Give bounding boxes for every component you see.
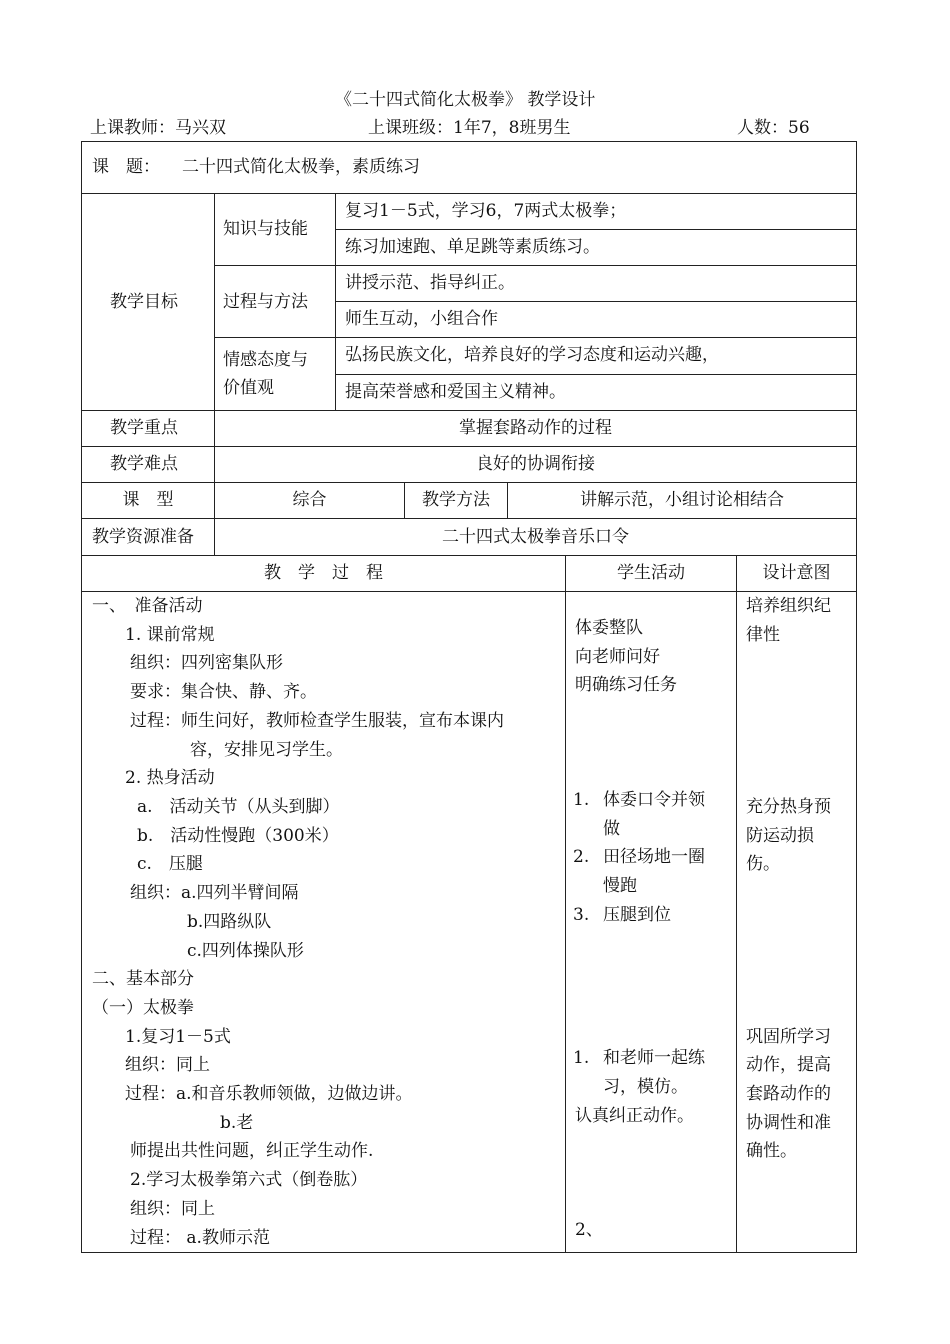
- intent-line: 伤。: [746, 854, 780, 874]
- student-line: 1.: [573, 790, 590, 810]
- process-line: 过程： a.教师示范: [130, 1228, 270, 1248]
- student-line: 体委口令并领: [603, 790, 705, 810]
- objectives-label: 教学目标: [110, 292, 178, 312]
- objective-knowledge-line-1: 复习1－5式，学习6，7两式太极拳；: [345, 201, 627, 221]
- process-line: 1.复习1－5式: [125, 1027, 231, 1047]
- process-line: 二、基本部分: [92, 969, 194, 989]
- process-line: 师提出共性问题，纠正学生动作.: [130, 1141, 374, 1161]
- objective-process-label: 过程与方法: [223, 292, 308, 312]
- objective-knowledge-line-2: 练习加速跑、单足跳等素质练习。: [345, 237, 600, 257]
- student-line: 慢跑: [603, 876, 637, 896]
- resources-value: 二十四式太极拳音乐口令: [442, 527, 629, 547]
- student-line: 和老师一起练: [603, 1048, 705, 1068]
- key-point-value: 掌握套路动作的过程: [459, 418, 612, 438]
- student-activity-header: 学生活动: [617, 563, 685, 583]
- objective-process-line-2: 师生互动，小组合作: [345, 309, 498, 329]
- document-title: 《二十四式简化太极拳》 教学设计: [335, 90, 596, 110]
- process-line: b. 活动性慢跑（300米）: [137, 826, 339, 846]
- process-line: 1. 课前常规: [125, 625, 215, 645]
- student-line: 3.: [573, 905, 590, 925]
- process-line: b.四路纵队: [187, 912, 272, 932]
- process-line: c. 压腿: [137, 854, 203, 874]
- process-line: 一、 准备活动: [92, 596, 203, 616]
- method-label: 教学方法: [422, 490, 490, 510]
- lesson-type-value: 综合: [292, 490, 327, 510]
- objective-attitude-line-2: 提高荣誉感和爱国主义精神。: [345, 382, 566, 402]
- resources-label: 教学资源准备: [92, 527, 194, 547]
- intent-line: 套路动作的: [746, 1084, 831, 1104]
- objective-attitude-label-2: 价值观: [223, 378, 274, 398]
- objective-knowledge-label: 知识与技能: [223, 219, 308, 239]
- process-line: 要求：集合快、静、齐。: [130, 682, 317, 702]
- difficulty-value: 良好的协调衔接: [476, 454, 595, 474]
- teacher-label: 上课教师：马兴双: [90, 118, 226, 138]
- intent-line: 培养组织纪: [746, 596, 831, 616]
- process-line: 过程：a.和音乐教师领做，边做边讲。: [125, 1084, 413, 1104]
- key-point-label: 教学重点: [110, 418, 178, 438]
- process-line: a. 活动关节（从头到脚）: [137, 797, 340, 817]
- student-line: 向老师问好: [575, 647, 660, 667]
- lesson-type-label: 课 型: [122, 490, 174, 510]
- student-line: 明确练习任务: [575, 675, 677, 695]
- design-intent-header: 设计意图: [762, 563, 831, 583]
- process-line: b.老: [220, 1113, 254, 1133]
- intent-line: 协调性和准: [746, 1113, 831, 1133]
- difficulty-label: 教学难点: [110, 454, 178, 474]
- process-line: 组织：同上: [125, 1055, 210, 1075]
- student-line: 认真纠正动作。: [575, 1106, 694, 1126]
- student-line: 1.: [573, 1048, 590, 1068]
- process-line: 过程：师生问好，教师检查学生服装，宣布本课内: [130, 711, 504, 731]
- intent-line: 律性: [746, 625, 780, 645]
- process-header: 教 学 过 程: [264, 563, 383, 583]
- intent-line: 动作，提高: [746, 1055, 831, 1075]
- student-line: 压腿到位: [603, 905, 671, 925]
- intent-line: 防运动损: [746, 826, 814, 846]
- method-value: 讲解示范，小组讨论相结合: [580, 490, 784, 510]
- student-count: 人数：56: [737, 118, 810, 138]
- intent-line: 充分热身预: [746, 797, 831, 817]
- student-line: 2、: [575, 1220, 603, 1240]
- topic-label: 课 题：: [92, 157, 160, 177]
- objective-process-line-1: 讲授示范、指导纠正。: [345, 273, 515, 293]
- student-line: 体委整队: [575, 618, 643, 638]
- process-line: 2. 热身活动: [125, 768, 215, 788]
- objective-attitude-label-1: 情感态度与: [223, 350, 308, 370]
- intent-line: 确性。: [746, 1141, 797, 1161]
- process-line: c.四列体操队形: [187, 941, 304, 961]
- class-label: 上课班级：1年7，8班男生: [368, 118, 571, 138]
- process-line: 组织：同上: [130, 1199, 215, 1219]
- process-line: 容，安排见习学生。: [190, 740, 343, 760]
- process-line: 组织：a.四列半臂间隔: [130, 883, 299, 903]
- process-line: 2.学习太极拳第六式（倒卷肱）: [130, 1170, 368, 1190]
- student-line: 习，模仿。: [603, 1077, 688, 1097]
- process-line: （一）太极拳: [92, 998, 194, 1018]
- objective-attitude-line-1: 弘扬民族文化，培养良好的学习态度和运动兴趣，: [345, 345, 719, 365]
- process-line: 组织：四列密集队形: [130, 653, 283, 673]
- intent-line: 巩固所学习: [746, 1027, 831, 1047]
- topic-value: 二十四式简化太极拳，素质练习: [182, 157, 420, 177]
- student-line: 2.: [573, 847, 590, 867]
- student-line: 田径场地一圈: [603, 847, 705, 867]
- student-line: 做: [603, 819, 620, 839]
